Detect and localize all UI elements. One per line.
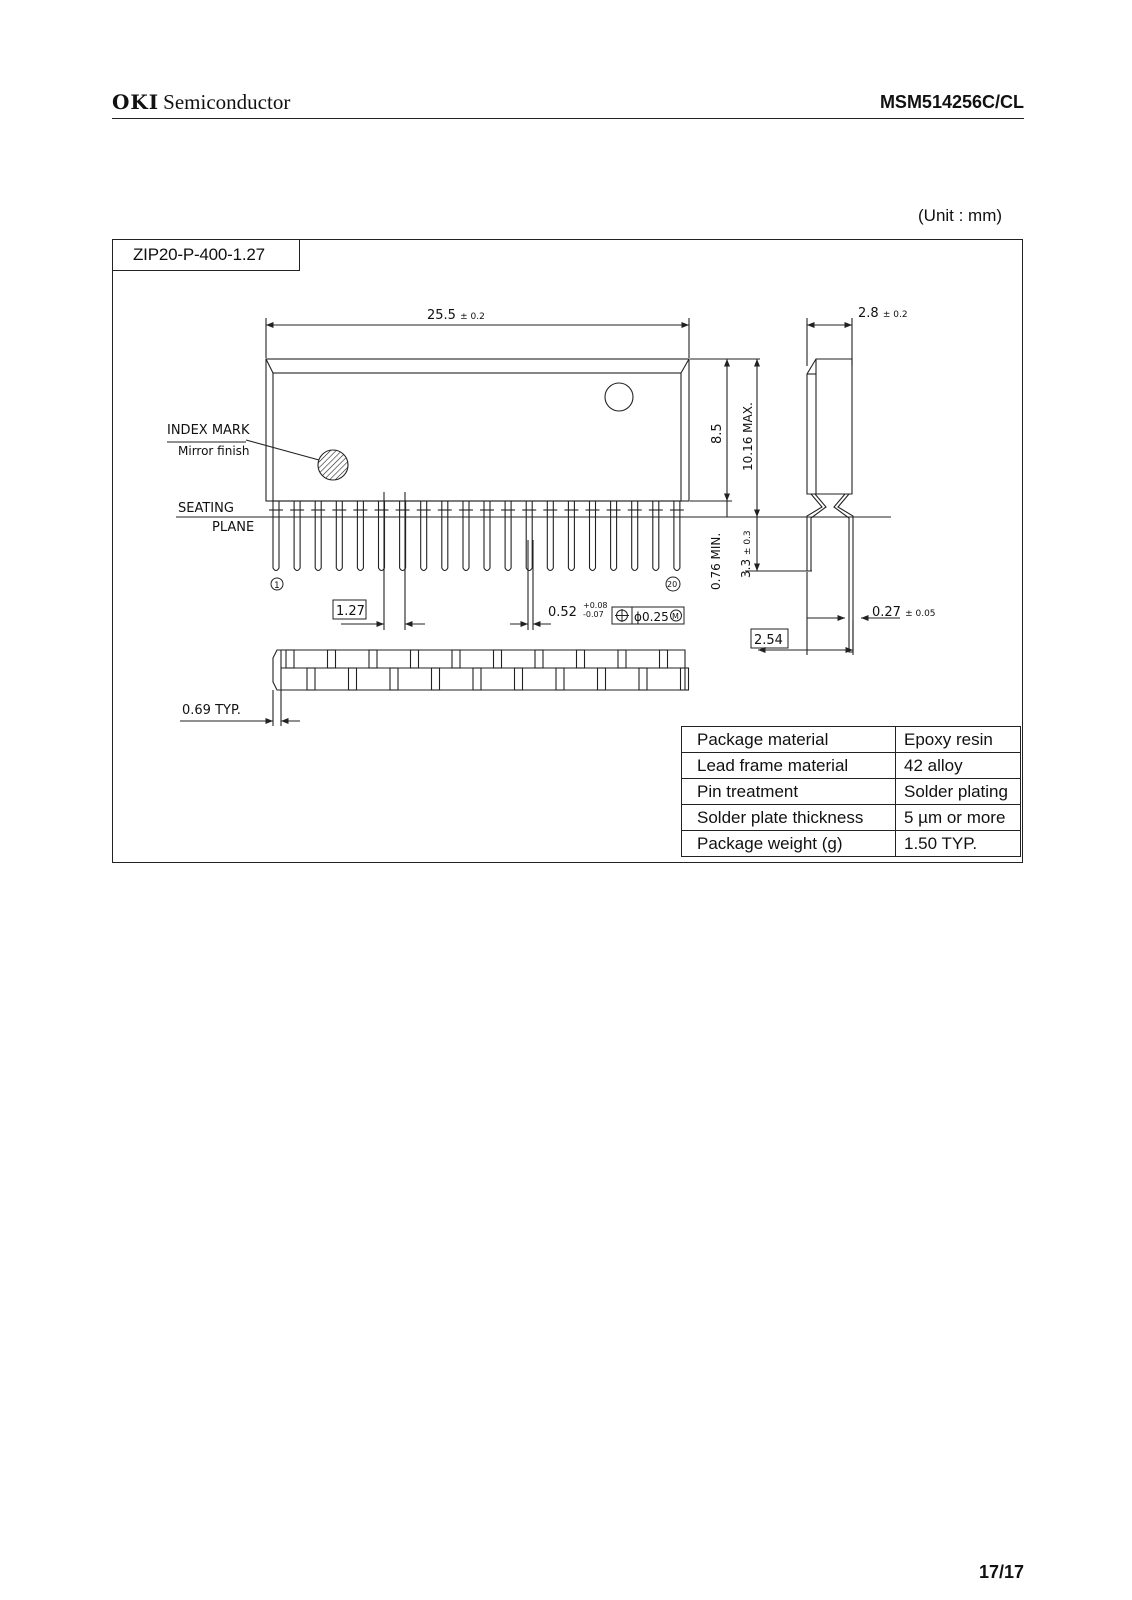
bottom-lead-upper — [369, 650, 377, 668]
lead-pin — [611, 501, 617, 571]
bottom-lead-lower — [515, 668, 523, 690]
table-row — [682, 727, 1021, 753]
ejector-pin-mark — [605, 383, 633, 411]
spec-key: Package weight (g) — [682, 831, 896, 857]
bottom-lead-lower — [473, 668, 481, 690]
bottom-lead-upper — [618, 650, 626, 668]
bottom-lead-upper — [411, 650, 419, 668]
lead-pin — [632, 501, 638, 571]
spec-value: 42 alloy — [896, 753, 1021, 779]
svg-text:1.27: 1.27 — [336, 604, 365, 619]
seating-label: SEATING — [178, 501, 234, 516]
index-mark-leader — [246, 440, 319, 460]
dim-lead-thickness-label: 0.27 ± 0.05 — [872, 605, 936, 620]
page-number: 17/17 — [978, 1562, 1024, 1582]
lead-pin — [484, 501, 490, 571]
dim-body-length-label: 25.5 ± 0.2 — [427, 308, 485, 323]
dim-row-spacing-label — [751, 629, 788, 648]
spec-key: Package material — [682, 727, 896, 753]
svg-text:-0.07: -0.07 — [583, 610, 604, 619]
bottom-lead-lower — [639, 668, 647, 690]
bottom-lead-upper — [660, 650, 668, 668]
spec-value: 5 µm or more — [896, 805, 1021, 831]
lead-pin — [463, 501, 469, 571]
svg-text:0.25: 0.25 — [642, 610, 669, 624]
lead-pin — [315, 501, 321, 571]
dim-body-thickness-label: 2.8 ± 0.2 — [858, 306, 908, 321]
bottom-lead-lower — [556, 668, 564, 690]
pin-20-marker — [666, 577, 680, 591]
svg-text:2.54: 2.54 — [754, 633, 783, 648]
table-row — [682, 831, 1021, 857]
lead-pin — [547, 501, 553, 571]
bottom-lead-lower — [432, 668, 440, 690]
svg-text:+0.08: +0.08 — [583, 601, 608, 610]
spec-key: Solder plate thickness — [682, 805, 896, 831]
dim-max-height-label: 10.16 MAX. — [741, 402, 755, 471]
pin-1-marker — [271, 578, 283, 591]
dim-body-length — [266, 318, 689, 358]
bottom-lead-upper — [577, 650, 585, 668]
dim-lead-length-label: 3.3 ± 0.3 — [739, 530, 753, 578]
spec-value: 1.50 TYP. — [896, 831, 1021, 857]
svg-text:M: M — [672, 612, 679, 621]
dim-standoff-label: 0.76 MIN. — [709, 532, 723, 590]
mirror-finish-label: Mirror finish — [178, 444, 250, 458]
spec-key: Pin treatment — [682, 779, 896, 805]
package-spec-table — [681, 726, 1021, 857]
index-mark-circle — [318, 450, 348, 480]
bottom-lead-upper — [452, 650, 460, 668]
dim-edge-offset-label: 0.69 TYP. — [182, 703, 241, 718]
lead-pin — [442, 501, 448, 571]
lead-pin — [357, 501, 363, 571]
bottom-lead-upper — [328, 650, 336, 668]
lead-pin — [273, 501, 279, 571]
svg-text:1: 1 — [274, 581, 280, 591]
dim-lead-width-label — [548, 601, 608, 620]
table-row — [682, 779, 1021, 805]
lead-pin — [505, 501, 511, 571]
lead-pin — [590, 501, 596, 571]
dim-pitch-label — [333, 600, 366, 619]
plane-label: PLANE — [212, 520, 255, 535]
brand-name: OKI — [112, 90, 160, 114]
diameter-symbol: ϕ — [634, 610, 642, 624]
bottom-lead-lower — [307, 668, 315, 690]
bottom-view-pin-group — [286, 650, 689, 690]
bottom-lead-lower — [390, 668, 398, 690]
dim-lead-width — [510, 540, 551, 630]
dim-body-height-label: 8.5 — [710, 423, 725, 444]
bottom-lead-lower — [349, 668, 357, 690]
unit-note: (Unit : mm) — [918, 206, 1003, 225]
lead-pin — [336, 501, 342, 571]
lead-pin — [421, 501, 427, 571]
spec-value: Solder plating — [896, 779, 1021, 805]
table-row — [682, 805, 1021, 831]
spec-key: Lead frame material — [682, 753, 896, 779]
lead-pin — [294, 501, 300, 571]
position-tolerance-frame — [612, 607, 684, 624]
bottom-lead-upper — [535, 650, 543, 668]
bottom-lead-upper — [494, 650, 502, 668]
package-code: ZIP20-P-400-1.27 — [112, 239, 300, 271]
lead-pin — [653, 501, 659, 571]
spec-value: Epoxy resin — [896, 727, 1021, 753]
part-number: MSM514256C/CL — [879, 92, 1024, 112]
lead-pin — [526, 501, 532, 571]
front-view-pin-group — [269, 501, 684, 571]
bottom-view — [273, 650, 685, 690]
svg-text:0.52: 0.52 — [548, 605, 577, 620]
svg-text:20: 20 — [667, 580, 678, 589]
index-mark-label: INDEX MARK — [167, 423, 250, 438]
lead-pin — [674, 501, 680, 571]
table-row — [682, 753, 1021, 779]
brand-suffix: Semiconductor — [163, 90, 291, 114]
bottom-lead-upper — [286, 650, 294, 668]
bottom-lead-lower — [598, 668, 606, 690]
lead-pin — [568, 501, 574, 571]
